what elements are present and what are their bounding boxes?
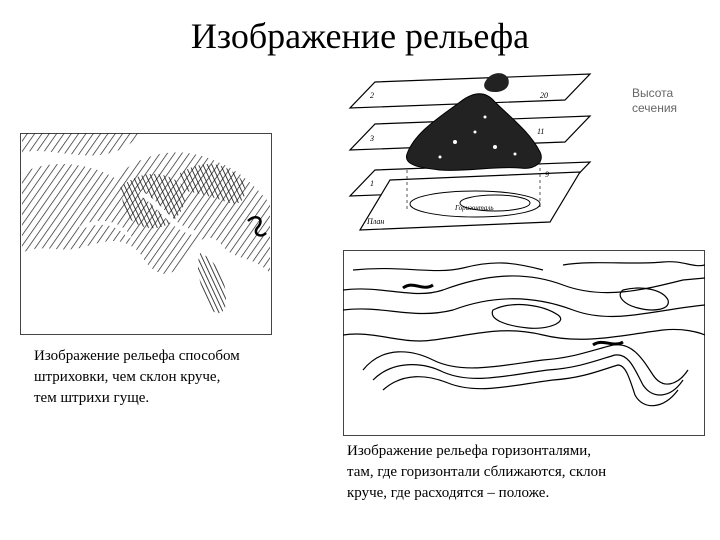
plane-number-top: 2 [370,91,374,100]
elevation-top: 20 [540,91,548,100]
contour-label: Горизонталь [455,204,494,212]
plane-number-bottom: 1 [370,179,374,188]
section-height-label [632,86,712,116]
plan-plane [360,172,580,230]
slide-title: Изображение рельефа [190,16,530,56]
elevation-bottom: 9 [545,170,549,179]
contours-caption [347,441,606,504]
hatching-caption-line: Изображение рельефа способом [34,348,240,364]
hatching-caption-line: тем штрихи гуще. [34,390,150,406]
plan-label: План [367,217,385,226]
contours-caption-line: круче, где расходятся – положе. [347,485,550,501]
hatching-relief-figure [20,133,272,335]
plane-number-middle: 3 [370,134,374,143]
section-height-label-line: сечения [632,101,678,115]
contours-caption-line: Изображение рельефа горизонталями, [347,443,592,459]
section-planes-figure [345,62,645,237]
hatching-caption [34,346,240,409]
contours-caption-line: там, где горизонтали сближаются, склон [347,464,607,480]
hatching-caption-line: штриховки, чем склон круче, [34,369,221,385]
elevation-middle: 11 [537,127,545,136]
section-height-label-line: Высота [632,86,674,100]
contour-map-figure [343,250,705,436]
